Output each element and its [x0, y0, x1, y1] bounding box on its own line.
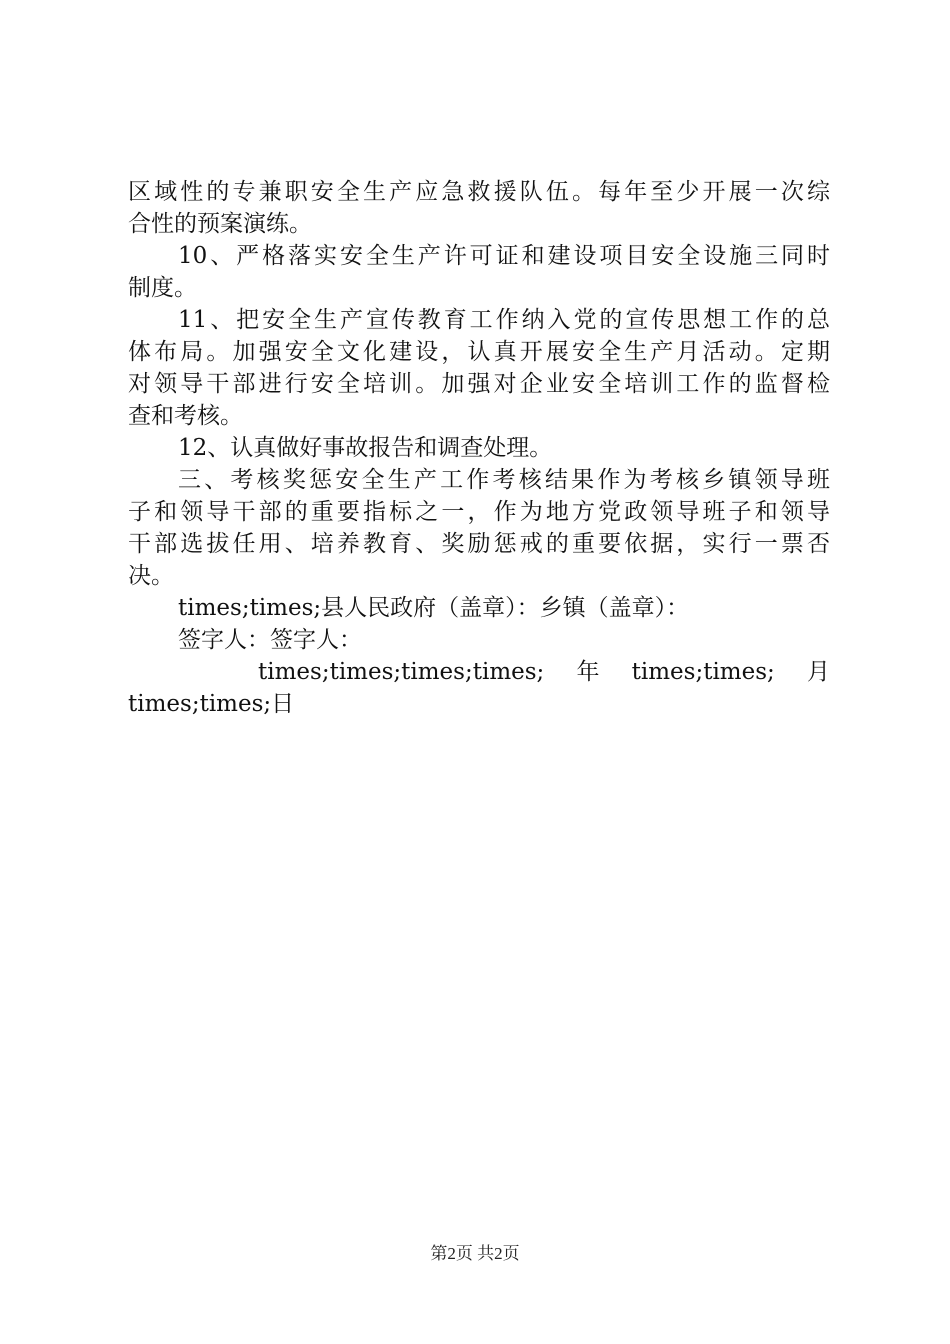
paragraph-line: 对领导干部进行安全培训。加强对企业安全培训工作的监督检 [128, 371, 830, 397]
date-placeholder: times;times;times;times; [258, 659, 545, 685]
date-placeholder: times;times; [631, 659, 775, 685]
paragraph-line: 区域性的专兼职安全生产应急救援队伍。每年至少开展一次综 [128, 179, 830, 205]
page-number-footer: 第2页 共2页 [430, 1244, 520, 1263]
paragraph-line: 三、考核奖惩安全生产工作考核结果作为考核乡镇领导班 [178, 467, 830, 493]
date-line-continuation: times;times;日 [128, 691, 295, 717]
paragraph-line: 制度。 [128, 275, 197, 301]
paragraph-line: 体布局。加强安全文化建设，认真开展安全生产月活动。定期 [128, 339, 830, 365]
seal-line: times;times;县人民政府（盖章）：乡镇（盖章）： [178, 595, 690, 621]
paragraph-line: 10、严格落实安全生产许可证和建设项目安全设施三同时 [178, 243, 830, 269]
paragraph-line: 干部选拔任用、培养教育、奖励惩戒的重要依据，实行一票否 [128, 531, 830, 557]
paragraph-line: 查和考核。 [128, 403, 243, 429]
document-body [128, 176, 830, 720]
signer-line: 签字人：签字人： [178, 627, 362, 653]
paragraph-line: 子和领导干部的重要指标之一，作为地方党政领导班子和领导 [128, 499, 830, 525]
paragraph-line: 12、认真做好事故报告和调查处理。 [178, 435, 553, 461]
paragraph-line: 合性的预案演练。 [128, 211, 312, 237]
date-line [128, 656, 830, 688]
paragraph-line: 11、把安全生产宣传教育工作纳入党的宣传思想工作的总 [178, 307, 830, 333]
date-year-label: 年 [576, 659, 600, 685]
date-month-label: 月 [806, 659, 830, 685]
paragraph-line: 决。 [128, 563, 174, 589]
